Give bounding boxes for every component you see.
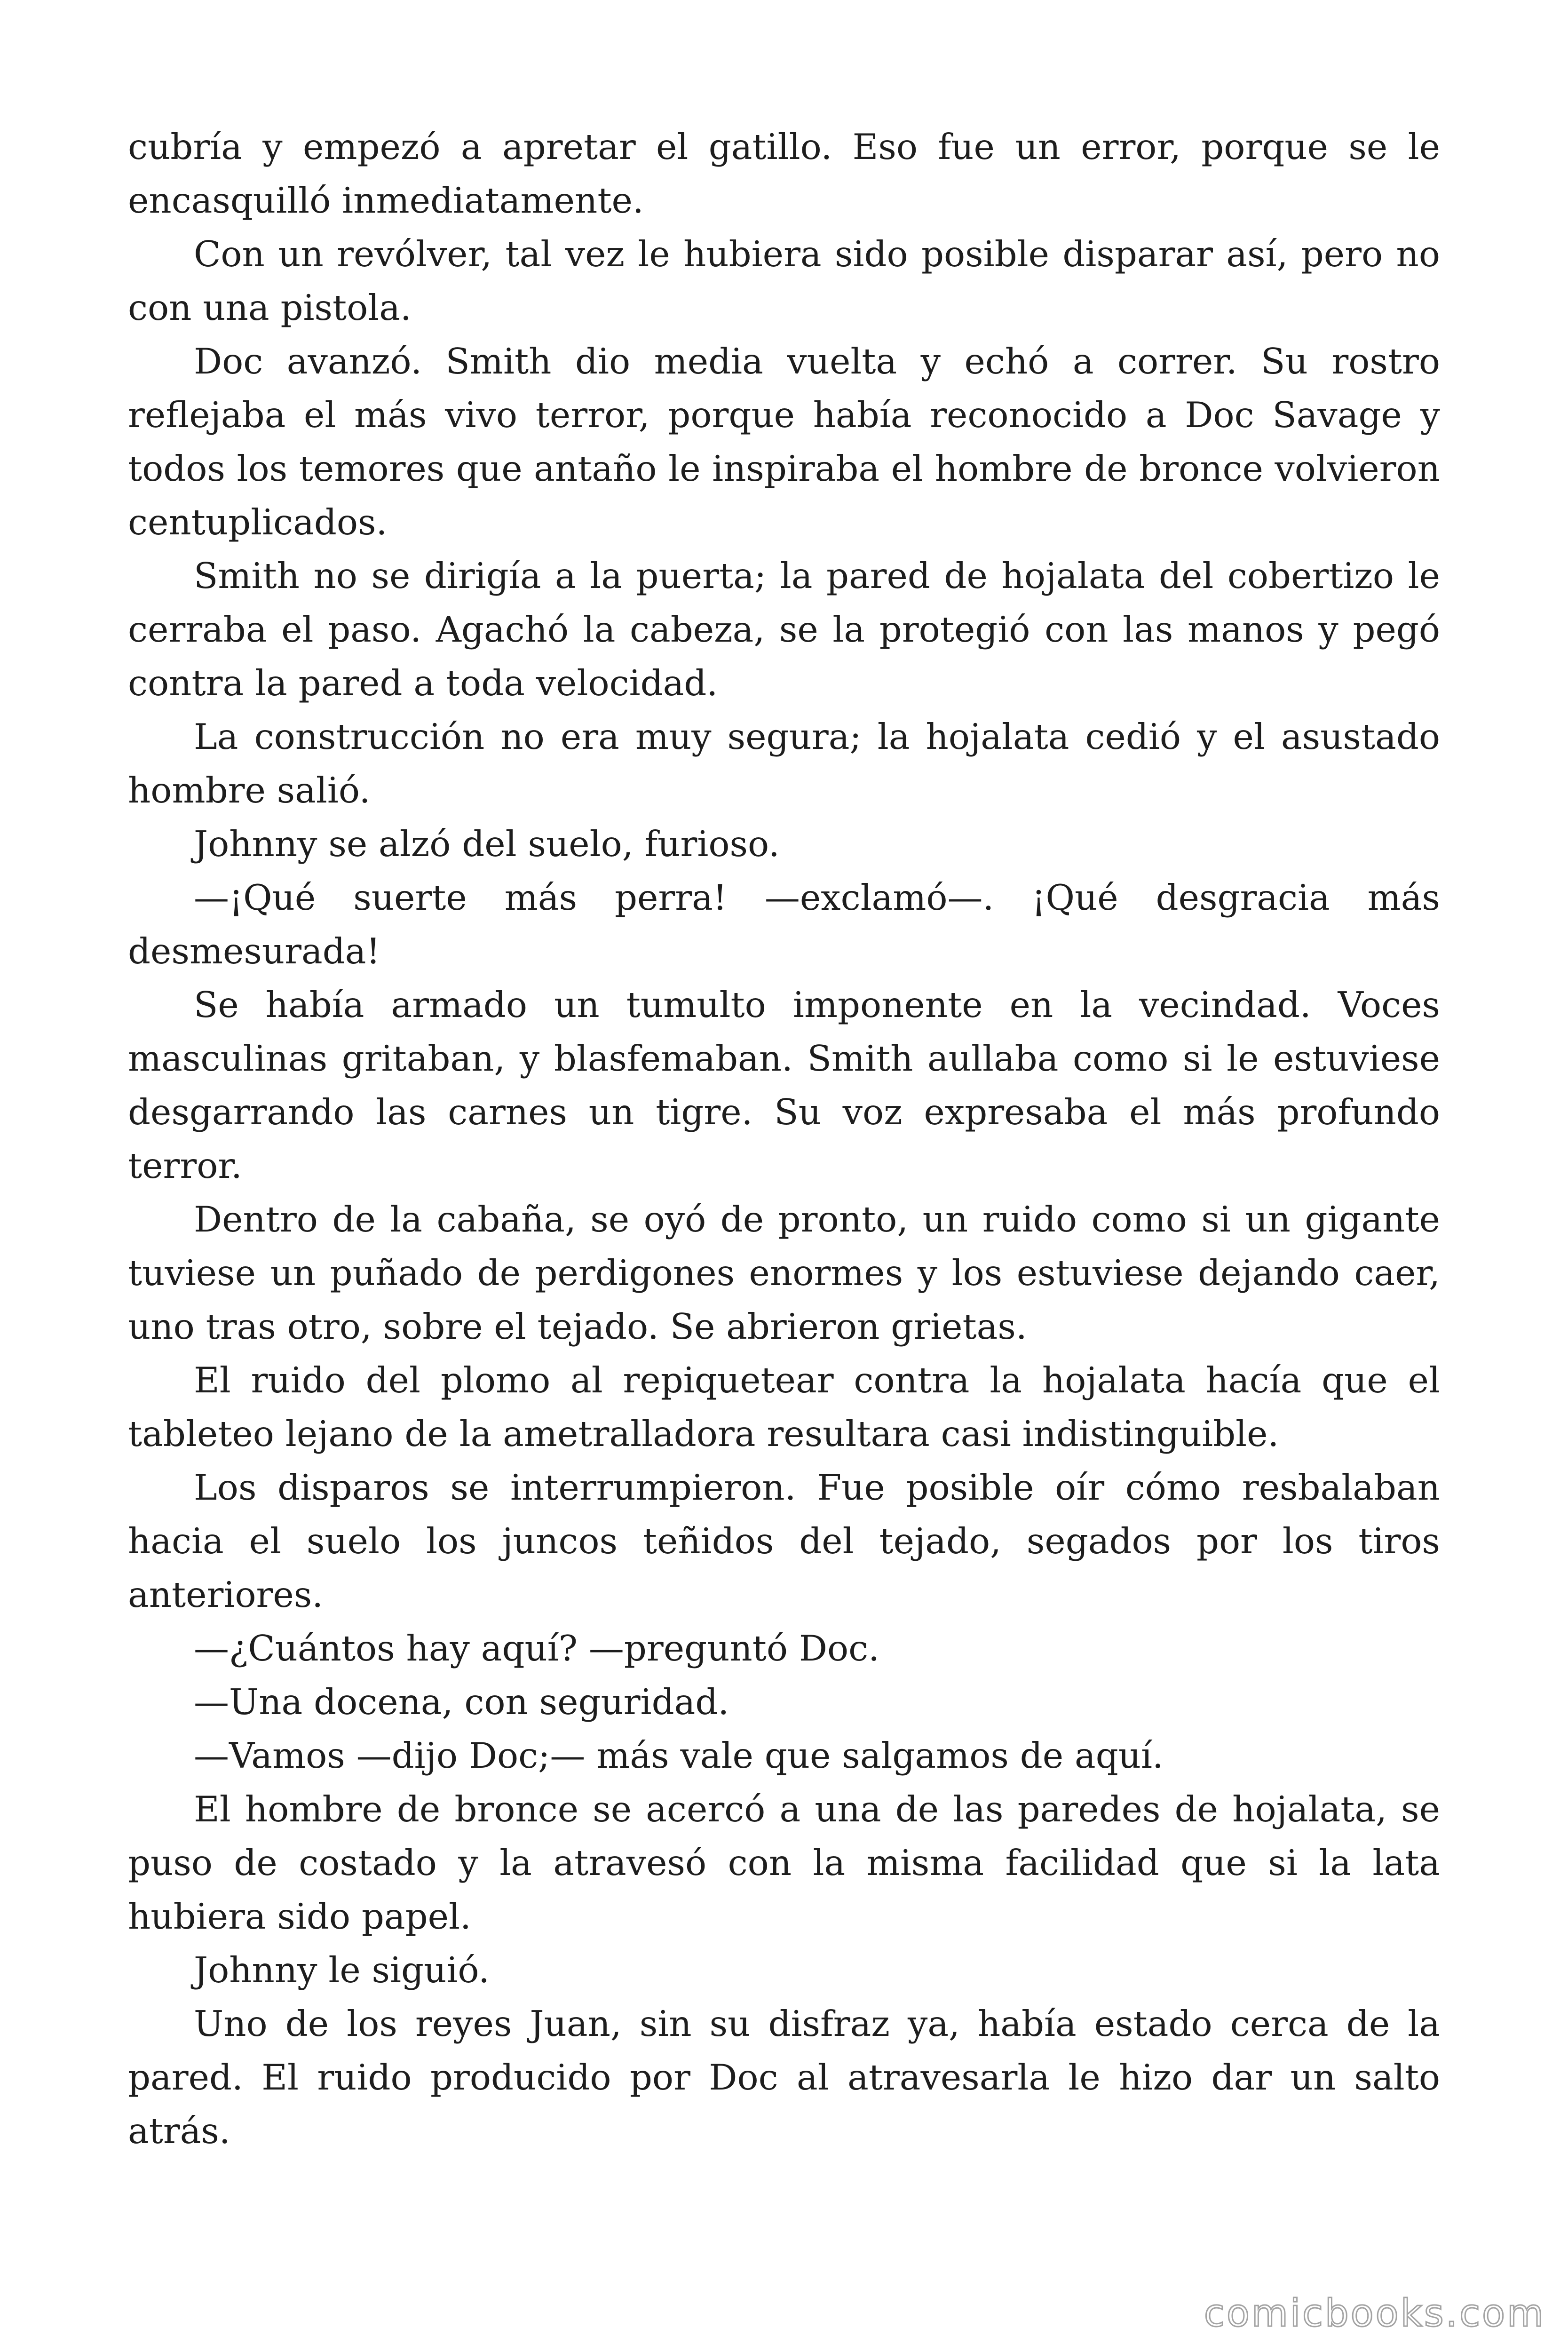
paragraph: Johnny le siguió. (194, 1949, 490, 1991)
paragraph: —Una docena, con seguridad. (194, 1681, 729, 1723)
paragraph: Smith no se dirigía a la puerta; la pared de hojalata del cobertizo le cerraba el paso. Agachó la cabeza, se la protegió con las manos y pegó contra la pared a toda velocidad. (128, 555, 1440, 704)
paragraph: —Vamos —dijo Doc;— más vale que salgamos de aquí. (194, 1735, 1164, 1776)
paragraph: Se había armado un tumulto imponente en la vecindad. Voces masculinas gritaban, y blasfemaban. Smith aullaba como si le estuviese desgarrando las carnes un tigre. Su voz expresaba el más profundo terror. (128, 984, 1440, 1186)
paragraph: cubría y empezó a apretar el gatillo. Eso fue un error, porque se le encasquilló inmediatamente. (128, 126, 1440, 221)
paragraph: Uno de los reyes Juan, sin su disfraz ya, había estado cerca de la pared. El ruido producido por Doc al atravesarla le hizo dar un salto atrás. (128, 2003, 1440, 2152)
watermark: comicbooks.com (1204, 2291, 1545, 2335)
paragraph: —¡Qué suerte más perra! —exclamó—. ¡Qué desgracia más desmesurada! (128, 877, 1440, 972)
paragraph: Con un revólver, tal vez le hubiera sido posible disparar así, pero no con una pistola. (128, 233, 1440, 328)
paragraph: —¿Cuántos hay aquí? —preguntó Doc. (194, 1628, 879, 1669)
paragraph: Doc avanzó. Smith dio media vuelta y echó a correr. Su rostro reflejaba el más vivo terror, porque había reconocido a Doc Savage y todos los temores que antaño le inspiraba el hombre de bronce volvieron centuplicados. (128, 341, 1440, 543)
paragraph: Los disparos se interrumpieron. Fue posible oír cómo resbalaban hacia el suelo los juncos teñidos del tejado, segados por los tiros anteriores. (128, 1467, 1440, 1615)
page-body (128, 120, 1440, 2158)
paragraph: El ruido del plomo al repiquetear contra la hojalata hacía que el tableteo lejano de la ametralladora resultara casi indistinguible. (128, 1359, 1440, 1454)
paragraph: Dentro de la cabaña, se oyó de pronto, un ruido como si un gigante tuviese un puñado de perdigones enormes y los estuviese dejando caer, uno tras otro, sobre el tejado. Se abrieron grietas. (128, 1199, 1440, 1347)
paragraph: El hombre de bronce se acercó a una de las paredes de hojalata, se puso de costado y la atravesó con la misma facilidad que si la lata hubiera sido papel. (128, 1788, 1440, 1937)
paragraph: Johnny se alzó del suelo, furioso. (194, 823, 780, 865)
paragraph: La construcción no era muy segura; la hojalata cedió y el asustado hombre salió. (128, 716, 1440, 811)
